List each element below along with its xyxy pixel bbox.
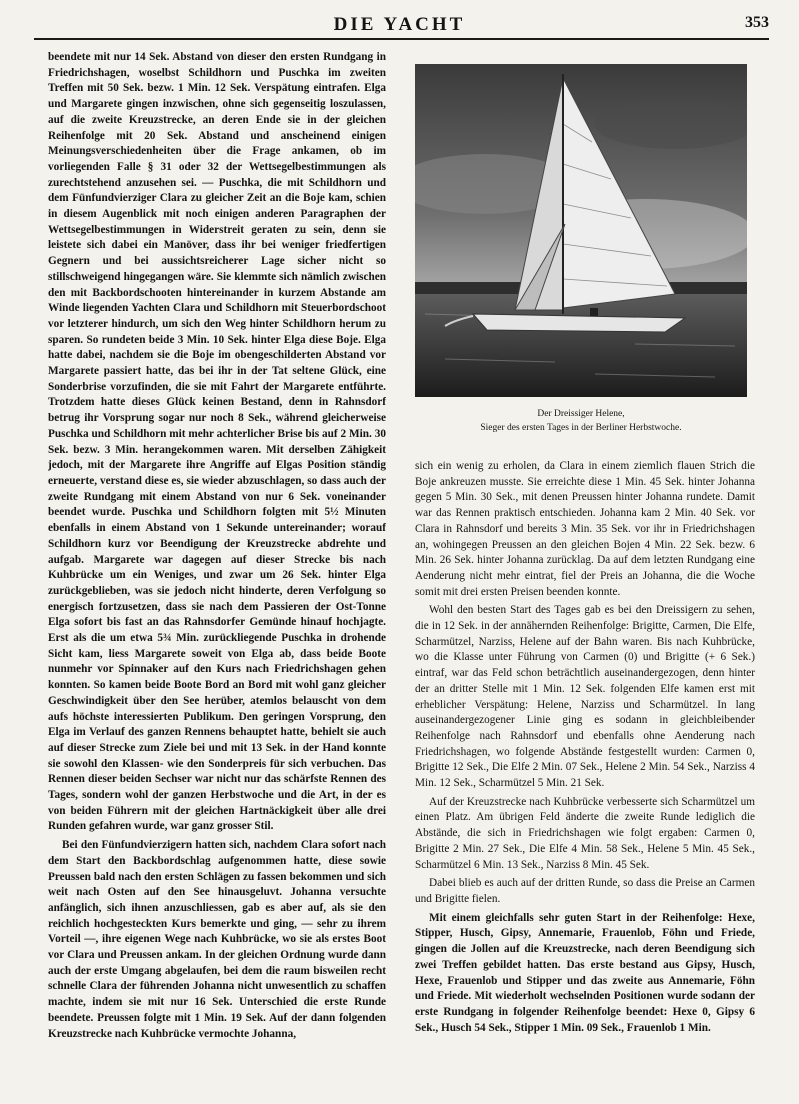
left-column [48,50,386,1095]
right-paragraph-4: Dabei blieb es auch auf der dritten Runde, so dass die Preise an Carmen und Brigitte fielen. [415,877,755,905]
figure-caption [415,407,747,435]
right-paragraph-5: Mit einem gleichfalls sehr guten Start in der Reihenfolge: Hexe, Stipper, Husch, Gipsy, Annemarie, Frauenlob, Föhn und Friede, gingen die Jollen auf die Kreuzstrecke, nach deren Beendigung sich zwei Treffen gebildet hatten. Das erste bestand aus Gipsy, Husch, Hexe, Frauenlob und Stipper und das zweite aus Annemarie, Föhn und Friede. Mit wiederholt wechselnden Positionen wurde sodann der erste Rundgang in folgender Reihenfolge beendet: Hexe 0, Gipsy 6 Sek., Husch 54 Sek., Stipper 1 Min. 09 Sek., Frauenlob 1 Min. [415,911,755,1034]
running-header-title: DIE YACHT [333,14,466,35]
right-paragraph-1: sich ein wenig zu erholen, da Clara in einem ziemlich flauen Strich die Boje ankreuzen musste. Sie erreichte diese 1 Min. 45 Sek. hinter Johanna gegen 5 Min. 30 Sek., mit denen Preussen hinter Johanna rundete. Damit war das Rennen praktisch entschieden. Johanna kam 2 Min. 40 Sek. vor Clara in Rahnsdorf und bereits 3 Min. 35 Sek. vor ihr in Friedrichshagen an, wohingegen Preussen an den gleichen Bojen 4 Min. 22 Sek. bezw. 6 Min. 26 Sek. hinter Johanna zurücklag. Da auf dem letzten Rundgang eine Aenderung nicht mehr eintrat, fiel der Preis an Johanna, die die Woche somit mit drei ersten Preisen beenden konnte. [415,460,755,598]
caption-line-1: Der Dreissiger Helene, [537,409,625,419]
right-paragraph-3: Auf der Kreuzstrecke nach Kuhbrücke verbesserte sich Scharmützel um einen Platz. Am übrigen Feld änderte die zweite Runde lediglich die Abstände, die sich in Friedrichshagen wie folgt ergaben: Carmen 0, Brigitte 2 Min. 27 Sek., Die Elfe 4 Min. 58 Sek., Helene 5 Min. 45 Sek., Scharmützel 6 Min. 13 Sek., Narziss 8 Min. 45 Sek. [415,795,755,871]
caption-line-2: Sieger des ersten Tages in der Berliner Herbstwoche. [480,423,682,433]
right-paragraph-2: Wohl den besten Start des Tages gab es bei den Dreissigern zu sehen, die in 12 Sek. in der annähernden Reihenfolge: Brigitte, Carmen, Die Elfe, Scharmützel, Narziss, Helene auf der Bahn waren. Bis nach Kuhbrücke, wo die Klasse unter Führung von Carmen (0) und Brigitte (+ 6 Sek.) eintraf, war das Feld schon beträchtlich auseinandergezogen, denn hinter der an dritter Stelle mit 1 Min. 12 Sek. folgenden Elfe kamen erst mit erheblicher Verspätung: Helene, Narziss und Scharmützel. In lang auseinandergezogener Linie ging es sodann in gleichbleibender Reihenfolge nach Rahnsdorf und ebenfalls ohne Aenderung nach Friedrichshagen, wo folgende Abstände festgestellt wurden: Carmen 0, Brigitte 12 Sek., Die Elfe 2 Min. 07 Sek., Helene 2 Min. 54 Sek., Narziss 4 Min. 12 Sek., Scharmützel 5 Min. 21 Sek. [415,604,755,790]
left-paragraph-1: beendete mit nur 14 Sek. Abstand von dieser den ersten Rundgang in Friedrichshagen, woselbst Schildhorn und Puschka im zweiten Treffen mit 50 Sek. bezw. 1 Min. 12 Sek. Verspätung eintrafen. Elga und Margarete gingen inzwischen, ohne sich gegenseitig loszulassen, auf die zweite Kreuzstrecke, an deren Ende sie in der gleichen Reihenfolge mit 20 Sek. Abstand und anscheinend einigen Meinungsverschiedenheiten über die Frage ankamen, ob im vorliegenden Falle § 31 oder 32 der Wettsegelbestimmungen als zurechtstehend anzusehen sei. — Puschka, die mit Schildhorn und dem Fünfundvierziger Clara zu gleicher Zeit an die Boje kam, schien in diesem Augenblick mit noch einigen anderen Paragraphen der Wettsegelbestimmungen in Widerstreit geraten zu sein, denn sie leistete sich dabei ein Manöver, dass ihr bei weniger friedfertigen Gegnern und bei aussichtsreicherer Lage sicher nicht so stillschweigend hingegangen wäre. Sie klemmte sich nämlich zwischen den mit Backbordschooten hintereinander in kurzem Abstande am Winde liegenden Yachten Clara und Schildhorn mit Steuerbordschoot vor letzterer hindurch, um sich den Weg hinter Schildhorn herum zu sparen. So rundeten beide 3 Min. 10 Sek. hinter Elga diese Boje. Elga hatte dabei, nachdem sie die Boje im obengeschilderten Abstand vor Margarete passiert hatte, das bei ihr in der Tat seltene Glück, eine Sonderbrise vorzufinden, die sie mit Fahrt der Margarete entführte. Trotzdem hatte dieses Glück keinen Bestand, denn in Rahnsdorf betrug ihr Vorsprung sogar nur noch 8 Sek., während gleicherweise Puschka und Schildhorn mit mehr achterlicher Brise bis auf 2 Min. 30 Sek. bezw. 3 Min. herangekommen waren. Mit derselben Zähigkeit jedoch, mit der Margarete ihre Angriffe auf Elgas Position ständig erneuerte, verstand diese es, sie wieder abzuschlagen, so dass auch der zweite Rundgang mit einem Abstand von nur 6 Sek. voneinander beendet wurde. Puschka und Schildhorn folgten mit 5½ Minuten ebenfalls in einem Abstand von 1 Sekunde untereinander; worauf Schildhorn kurz vor Beendigung der Kreuzstrecke abdrehte und aufgab. Margarete war dagegen auf dieser Strecke bis nach Kuhbrücke um ein Weniges, und zwar um 26 Sek. hinter Elga zurückgeblieben, was sie jedoch nicht hinderte, deren Verfolgung so energisch fortzusetzen, dass sie nach dem Passieren der Ost-Tonne Elga sofort bis fast an das Rahnsdorfer Gemünde hinauf hochjagte. Erst als die um etwa 5¾ Min. zurückliegende Puschka in drohende Sicht kam, liess Margarete soweit von Elga ab, dass beide Boote nunmehr vor Spinnaker auf den Kurs nach Friedrichshagen gehen konnten. So kamen beide Boote Bord an Bord mit wohl ganz gleicher Geschwindigkeit über den See herüber, atemlos belauscht von dem aufs höchste interessierten Publikum. Den geringen Vorsprung, den Elga im Verlauf des ganzen Rennens behauptet hatte, behielt sie auch auf dieser Strecke zum Ziele bei und mit 13 Sek. in der Hand konnte sie sowohl den Klassen- wie den Sonderpreis für sich verbuchen. Das Rennen dieser beiden Sechser war nicht nur das schärfste Rennen des Tages, sondern wohl der ganzen Herbstwoche und die Art, in der es von beiden Führern mit der gleichen Hartnäckigkeit über alle drei Runden gefahren wurde, war ganz grosser Stil. [48,51,386,833]
header-rule [34,38,769,40]
left-paragraph-2: Bei den Fünfundvierzigern hatten sich, nachdem Clara sofort nach dem Start den Backbordschlag aufgenommen hatte, diese sowie Preussen bald nach den ersten Schlägen zu fassen bekommen und sich weit nach Osten auf den See hinausgeluvt. Johanna versuchte anfänglich, sich ihnen anzuschliessen, gab es aber auf, als sie den reichlich hochgesteckten Kurs bemerkte und ging, — sehr zu ihrem Vorteil —, ihre eigenen Wege nach Kuhbrücke, wo sie als erstes Boot vor Clara und Preussen ankam. In der gleichen Ordnung wurde dann auch der erste Umgang abgelaufen, bei dem die raum bisweilen recht schnelle Clara der führenden Johanna nicht unwesentlich zu schaffen machte, indem sie mit nur 16 Sek. Unterschied die erste Runde beendete. Preussen folgte mit 1 Min. 19 Sek. Auf der dann folgenden Kreuzstrecke nach Kuhbrücke vermochte Johanna, [48,839,386,1040]
page-number: 353 [745,14,769,31]
right-column [415,459,755,1095]
sailboat-photo [415,64,747,397]
